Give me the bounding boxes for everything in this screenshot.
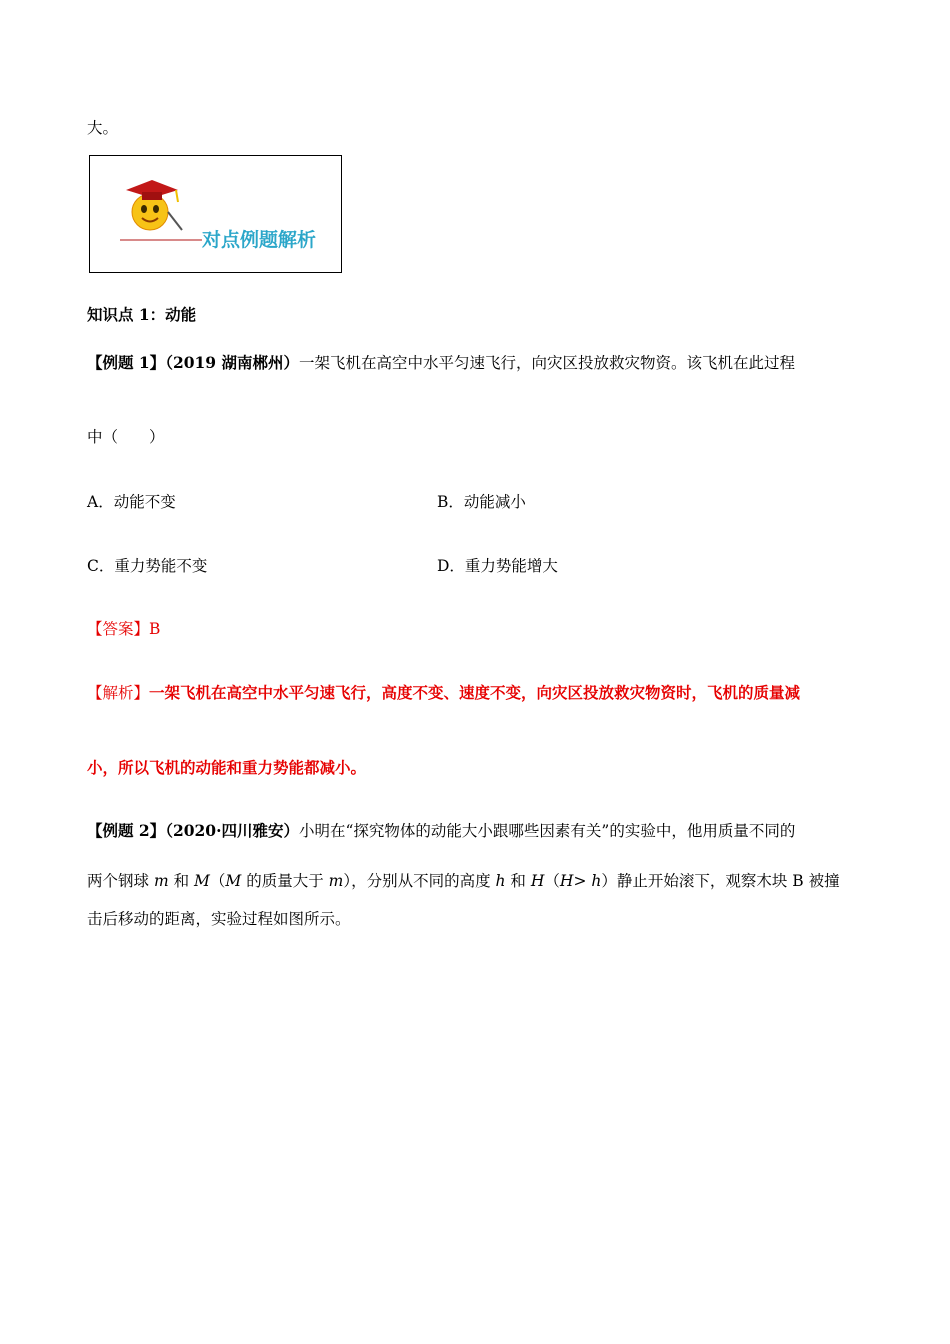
var-m: m	[328, 872, 344, 890]
option-a: A．动能不变	[87, 493, 176, 511]
var-m: m	[153, 872, 169, 890]
var-H: H	[559, 872, 574, 890]
graduate-emoji-icon	[116, 172, 188, 236]
option-c: C．重力势能不变	[87, 557, 208, 575]
text-span: （	[544, 872, 560, 890]
text-span: （	[209, 872, 226, 890]
example2-tag: 【例题 2】	[87, 821, 166, 840]
text-span: ）静止开始滚下，观察木块 B 被撞	[601, 872, 840, 890]
example1-stem-line2: 中（ ）	[87, 428, 165, 446]
text-span: ），分别从不同的高度	[343, 872, 496, 890]
text-span: 和	[505, 872, 531, 890]
example1-source: （2019 湖南郴州）	[165, 353, 299, 372]
example2-line3: 击后移动的距离，实验过程如图所示。	[87, 910, 351, 928]
text-span: 两个钢球	[87, 872, 154, 890]
answer-value: B	[149, 620, 161, 638]
banner-rule	[120, 239, 202, 241]
knowledge-point-heading: 知识点 1：动能	[87, 305, 197, 324]
var-h: h	[495, 872, 506, 890]
example2-text1: 小明在“探究物体的动能大小跟哪些因素有关”的实验中，他用质量不同的	[298, 822, 796, 840]
top-fragment: 大。	[87, 119, 119, 137]
example1-tag: 【例题 1】	[87, 353, 166, 372]
option-d: D．重力势能增大	[437, 557, 558, 575]
option-b: B．动能减小	[437, 493, 526, 511]
section-banner	[89, 155, 342, 273]
example2-source: （2020·四川雅安）	[165, 821, 299, 840]
example2-line2	[87, 871, 840, 891]
answer-line	[87, 619, 160, 639]
answer-tag: 【答案】	[87, 620, 150, 638]
var-M: M	[225, 872, 242, 890]
example1-stem-line1	[87, 353, 795, 373]
analysis-tag: 【解析】	[87, 684, 150, 702]
analysis-line2: 小，所以飞机的动能和重力势能都减小。	[87, 758, 367, 777]
banner-title: 对点例题解析	[202, 229, 317, 251]
text-span: >	[573, 872, 592, 890]
example2-line1	[87, 821, 795, 841]
var-h: h	[591, 872, 602, 890]
analysis-text1: 一架飞机在高空中水平匀速飞行，高度不变、速度不变，向灾区投放救灾物资时，飞机的质量减	[149, 683, 801, 702]
var-H: H	[530, 872, 545, 890]
analysis-line1	[87, 683, 800, 703]
text-span: 的质量大于	[241, 872, 329, 890]
text-span: 和	[168, 872, 194, 890]
var-M: M	[194, 872, 210, 890]
example1-stem-text: 一架飞机在高空中水平匀速飞行，向灾区投放救灾物资。该飞机在此过程	[298, 354, 795, 372]
